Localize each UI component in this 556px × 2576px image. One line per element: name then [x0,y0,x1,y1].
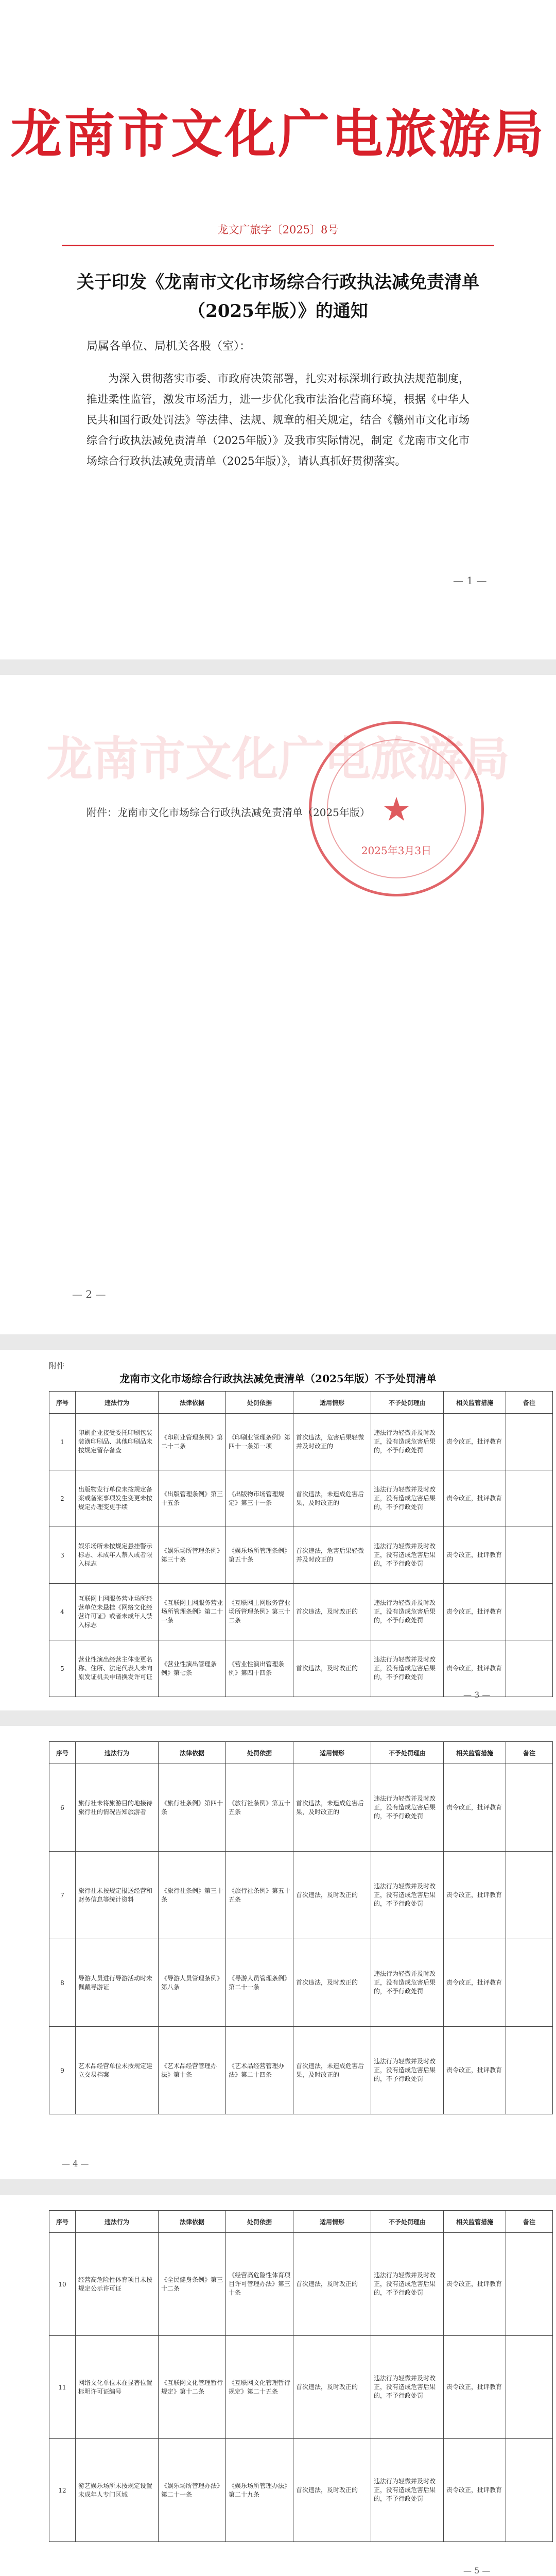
cell: 3 [49,1527,76,1584]
cell: 1 [49,1414,76,1470]
cell: 8 [49,1939,76,2027]
cell: 《旅行社条例》第五十五条 [226,1764,293,1852]
header-watermark: 龙南市文化广电旅游局 [46,732,510,786]
cell: 《出版物市场管理规定》第三十一条 [226,1470,293,1527]
cell: 责令改正，批评教育 [444,1939,506,2027]
cell: 《娱乐场所管理条例》第三十条 [159,1527,226,1584]
table-row [49,2439,553,2542]
attachment-label: 附件 [49,1361,65,1370]
cell: 《经营高危险性体育项目许可管理办法》第三十条 [226,2233,293,2336]
cell [506,1470,553,1527]
table-page-1 [0,1350,556,1710]
table-row [49,1640,553,1697]
cell [506,1640,553,1697]
cell [506,1852,553,1939]
notice-title: 关于印发《龙南市文化市场综合行政执法减免责清单（2025年版）》的通知 [77,272,479,321]
table-header-row [49,1742,553,1764]
notice-page-1 [0,0,556,659]
cell [506,2233,553,2336]
cell: 《营业性演出管理条例》第七条 [159,1640,226,1697]
cell: 娱乐场所未按规定悬挂警示标志、未成年人禁入或者限入标志 [76,1527,159,1584]
cell: 违法行为轻微并及时改正，没有造成危害后果的，不予行政处罚 [371,1852,444,1939]
cell: 违法行为轻微并及时改正，没有造成危害后果的，不予行政处罚 [371,2027,444,2114]
cell: 印刷企业接受委托印刷包装装潢印刷品、其他印刷品未按规定留存备查 [76,1414,159,1470]
cell: 违法行为轻微并及时改正，没有造成危害后果的，不予行政处罚 [371,1527,444,1584]
cell: 2 [49,1470,76,1527]
table-page-3 [0,2195,556,2576]
cell: 游艺娱乐场所未按规定设置未成年人专门区域 [76,2439,159,2542]
cell: 责令改正，批评教育 [444,1470,506,1527]
cell: 《互联网上网服务营业场所管理条例》第三十二条 [226,1584,293,1640]
cell: 违法行为轻微并及时改正，没有造成危害后果的，不予行政处罚 [371,1470,444,1527]
cell: 责令改正，批评教育 [444,1640,506,1697]
cell: 艺术品经营单位未按规定建立交易档案 [76,2027,159,2114]
cell: 首次违法，及时改正的 [293,1939,371,2027]
col-header: 不予处罚理由 [371,2211,444,2233]
table-row [49,2027,553,2114]
cell: 违法行为轻微并及时改正，没有造成危害后果的，不予行政处罚 [371,1939,444,2027]
col-header: 不予处罚理由 [371,1392,444,1414]
cell: 责令改正，批评教育 [444,2439,506,2542]
table-row [49,2233,553,2336]
cell: 违法行为轻微并及时改正，没有造成危害后果的，不予行政处罚 [371,1764,444,1852]
seal-star-icon: ★ [381,791,411,829]
page-number: — 2 — [72,1288,106,1300]
cell: 《旅行社条例》第五十五条 [226,1852,293,1939]
cell: 《全民健身条例》第三十二条 [159,2233,226,2336]
table-row [49,1414,553,1470]
cell: 违法行为轻微并及时改正，没有造成危害后果的，不予行政处罚 [371,1414,444,1470]
cell: 责令改正，批评教育 [444,1584,506,1640]
col-header: 法律依据 [159,1742,226,1764]
cell: 《导游人员管理条例》第二十一条 [226,1939,293,2027]
cell: 首次违法，未造成危害后果，及时改正的 [293,1764,371,1852]
cell: 《营业性演出管理条例》第四十四条 [226,1640,293,1697]
cell [506,2027,553,2114]
cell: 出版物发行单位未按规定备案或备案事项发生变更未按规定办理变更手续 [76,1470,159,1527]
page-number: — 5 — [463,2566,491,2575]
red-divider [62,245,494,246]
cell [506,1527,553,1584]
cell: 经营高危险性体育项目未按规定公示许可证 [76,2233,159,2336]
cell: 责令改正，批评教育 [444,1852,506,1939]
cell: 首次违法，及时改正的 [293,1852,371,1939]
table-row [49,2336,553,2439]
cell: 营业性演出经营主体变更名称、住所、法定代表人未向原发证机关申请换发许可证 [76,1640,159,1697]
col-header: 备注 [506,1742,553,1764]
cell: 《娱乐场所管理办法》第二十一条 [159,2439,226,2542]
cell: 10 [49,2233,76,2336]
table-row [49,1939,553,2027]
cell: 旅行社未将旅游目的地接待旅行社的情况告知旅游者 [76,1764,159,1852]
cell: 首次违法，及时改正的 [293,1584,371,1640]
cell: 9 [49,2027,76,2114]
attachment-note: 附件：龙南市文化市场综合行政执法减免责清单（2025年版） [86,806,370,819]
cell: 违法行为轻微并及时改正，没有造成危害后果的，不予行政处罚 [371,1584,444,1640]
table-row [49,1764,553,1852]
page-number: — 1 — [453,574,487,587]
cell: 首次违法，危害后果轻微并及时改正的 [293,1414,371,1470]
cell: 《旅行社条例》第四十条 [159,1764,226,1852]
page-number: — 4 — [62,2159,89,2168]
cell: 《印刷业管理条例》第四十一条第一项 [226,1414,293,1470]
cell: 首次违法，及时改正的 [293,2233,371,2336]
col-header: 序号 [49,1392,76,1414]
cell: 11 [49,2336,76,2439]
col-header: 适用情形 [293,1742,371,1764]
page-number: — 3 — [463,1690,491,1700]
cell: 首次违法，未造成危害后果，及时改正的 [293,2027,371,2114]
cell [506,1939,553,2027]
section-title: 龙南市文化市场综合行政执法减免责清单（2025年版）不予处罚清单 [119,1372,437,1385]
table-header-row [49,1392,553,1414]
cell: 首次违法，未造成危害后果，及时改正的 [293,1470,371,1527]
col-header: 序号 [49,2211,76,2233]
cell: 网络文化单位未在显著位置标明许可证编号 [76,2336,159,2439]
col-header: 处罚依据 [226,2211,293,2233]
col-header: 适用情形 [293,1392,371,1414]
cell: 《互联网文化管理暂行规定》第十二条 [159,2336,226,2439]
table-header-row [49,2211,553,2233]
cell: 违法行为轻微并及时改正，没有造成危害后果的，不予行政处罚 [371,1640,444,1697]
list-table [49,1741,553,2114]
cell: 《互联网文化管理暂行规定》第二十五条 [226,2336,293,2439]
cell: 5 [49,1640,76,1697]
cell: 责令改正，批评教育 [444,2336,506,2439]
col-header: 处罚依据 [226,1742,293,1764]
col-header: 法律依据 [159,1392,226,1414]
cell: 4 [49,1584,76,1640]
cell: 互联网上网服务营业场所经营单位未悬挂《网络文化经营许可证》或者未成年人禁入标志 [76,1584,159,1640]
cell: 《旅行社条例》第三十条 [159,1852,226,1939]
notice-page-2 [0,675,556,1334]
red-header-title: 龙南市文化广电旅游局 [10,104,546,164]
col-header: 适用情形 [293,2211,371,2233]
col-header: 备注 [506,2211,553,2233]
cell: 责令改正，批评教育 [444,1414,506,1470]
cell: 违法行为轻微并及时改正，没有造成危害后果的，不予行政处罚 [371,2336,444,2439]
table-row [49,1852,553,1939]
table-row [49,1527,553,1584]
cell: 首次违法，及时改正的 [293,2336,371,2439]
cell [506,1764,553,1852]
cell: 《娱乐场所管理条例》第五十条 [226,1527,293,1584]
cell: 《出版管理条例》第三十五条 [159,1470,226,1527]
col-header: 违法行为 [76,1392,159,1414]
cell: 首次违法，及时改正的 [293,1640,371,1697]
cell: 12 [49,2439,76,2542]
cell: 6 [49,1764,76,1852]
cell: 责令改正，批评教育 [444,2233,506,2336]
cell: 首次违法，及时改正的 [293,2439,371,2542]
cell: 《艺术品经营管理办法》第十条 [159,2027,226,2114]
cell: 7 [49,1852,76,1939]
col-header: 违法行为 [76,2211,159,2233]
cell: 《娱乐场所管理办法》第二十九条 [226,2439,293,2542]
cell: 违法行为轻微并及时改正，没有造成危害后果的，不予行政处罚 [371,2233,444,2336]
cell [506,2336,553,2439]
notice-body: 为深入贯彻落实市委、市政府决策部署，扎实对标深圳行政执法规范制度，推进柔性监管，激发市场活力，进一步优化我市法治化营商环境，根据《中华人民共和国行政处罚法》等法律、法规、规章的相关规定，结合《赣州市文化市场综合行政执法减免责清单（2025年版）》及我市实际情况，制定《龙南市文化市场综合行政执法减免责清单（2025年版）》，请认真抓好贯彻落实。 [86,372,470,467]
cell [506,2439,553,2542]
table-page-2 [0,1726,556,2179]
addressee: 局属各单位、局机关各股（室）： [86,340,251,353]
cell: 违法行为轻微并及时改正，没有造成危害后果的，不予行政处罚 [371,2439,444,2542]
cell: 责令改正，批评教育 [444,1764,506,1852]
col-header: 法律依据 [159,2211,226,2233]
cell: 《互联网上网服务营业场所管理条例》第二十一条 [159,1584,226,1640]
col-header: 处罚依据 [226,1392,293,1414]
table-row [49,1470,553,1527]
cell: 《印刷业管理条例》第二十二条 [159,1414,226,1470]
col-header: 不予处罚理由 [371,1742,444,1764]
cell: 旅行社未按规定报送经营和财务信息等统计资料 [76,1852,159,1939]
list-table [49,2210,553,2542]
document-number: 龙文广旅字〔2025〕8号 [217,224,339,236]
col-header: 相关监管措施 [444,1742,506,1764]
cell: 导游人员进行导游活动时未佩戴导游证 [76,1939,159,2027]
col-header: 相关监管措施 [444,1392,506,1414]
cell: 责令改正，批评教育 [444,2027,506,2114]
cell: 首次违法，危害后果轻微并及时改正的 [293,1527,371,1584]
seal-date: 2025年3月3日 [361,844,432,857]
cell: 《艺术品经营管理办法》第二十四条 [226,2027,293,2114]
col-header: 相关监管措施 [444,2211,506,2233]
col-header: 违法行为 [76,1742,159,1764]
list-table [49,1391,553,1697]
col-header: 备注 [506,1392,553,1414]
cell [506,1414,553,1470]
cell: 《导游人员管理条例》第八条 [159,1939,226,2027]
table-row [49,1584,553,1640]
cell: 责令改正，批评教育 [444,1527,506,1584]
cell [506,1584,553,1640]
col-header: 序号 [49,1742,76,1764]
